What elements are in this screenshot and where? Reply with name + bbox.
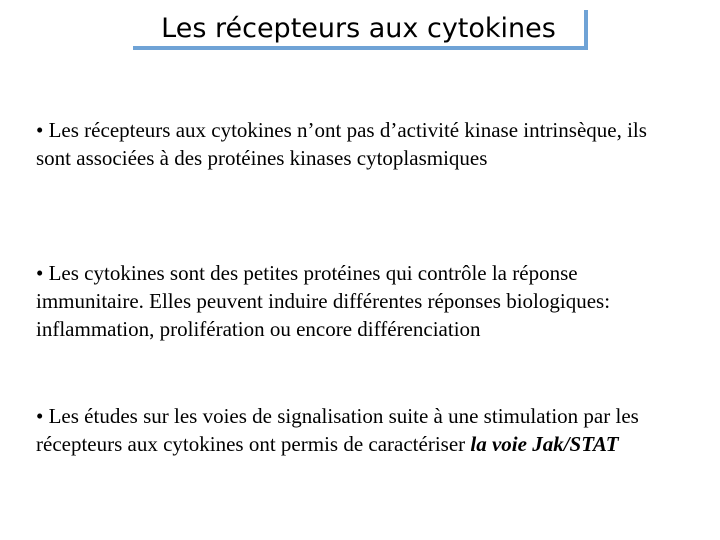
bullet-marker: • xyxy=(36,404,44,428)
bullet-marker: • xyxy=(36,261,44,285)
slide-title: Les récepteurs aux cytokines xyxy=(161,12,556,44)
bullet-item-3 xyxy=(36,402,686,458)
bullet-item-2 xyxy=(36,259,686,343)
slide-title-box xyxy=(133,10,588,50)
bullet-text-3: Les études sur les voies de signalisation suite à une stimulation par les récepteurs aux cytokines ont permis de caractériser xyxy=(36,404,639,456)
bullet-marker: • xyxy=(36,118,44,142)
bullet-text-2: Les cytokines sont des petites protéines qui contrôle la réponse immunitaire. Elles peuvent induire différentes réponses biologiques: inflammation, prolifération ou encore différenciation xyxy=(36,261,611,341)
emphasis-jak-stat: la voie Jak/STAT xyxy=(470,432,619,456)
bullet-item-1 xyxy=(36,116,686,172)
bullet-text-1: Les récepteurs aux cytokines n’ont pas d’activité kinase intrinsèque, ils sont associées à des protéines kinases cytoplasmiques xyxy=(36,118,647,170)
